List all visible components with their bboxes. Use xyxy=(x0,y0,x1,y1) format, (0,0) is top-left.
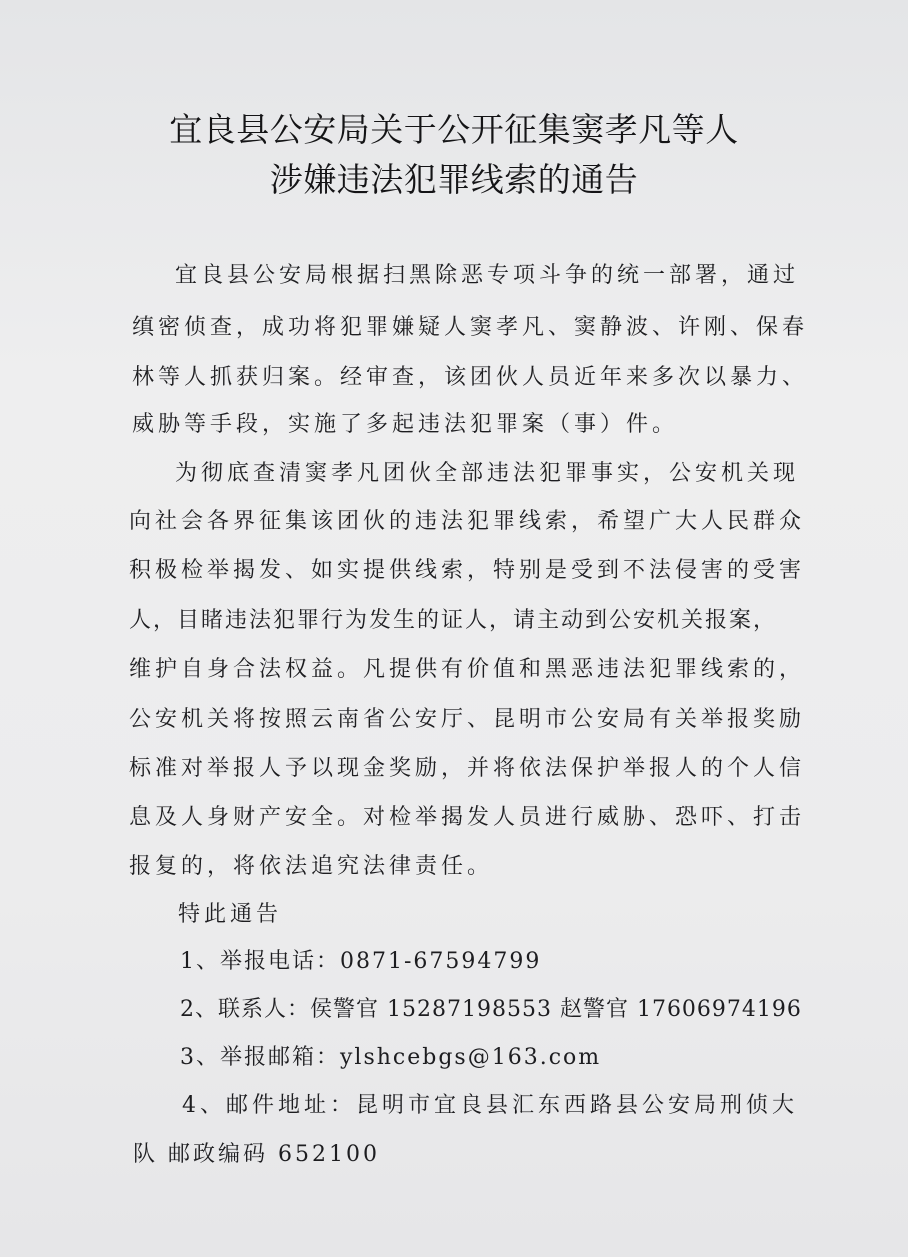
contact-item-email: 3、举报邮箱：ylshcebgs@163.com xyxy=(180,1045,602,1070)
paragraph-2-line: 为彻底查清窦孝凡团伙全部违法犯罪事实，公安机关现 xyxy=(175,461,800,486)
paragraph-2-line: 积极检举揭发、如实提供线索，特别是受到不法侵害的受害 xyxy=(129,558,806,583)
paragraph-2-line: 维护自身合法权益。凡提供有价值和黑恶违法犯罪线索的， xyxy=(129,657,806,682)
notice-title-line-2: 涉嫌违法犯罪线索的通告 xyxy=(269,160,639,199)
paragraph-2-line: 报复的，将依法追究法律责任。 xyxy=(129,854,494,879)
contact-item-phone: 1、举报电话：0871-67594799 xyxy=(180,949,542,974)
closing-text: 特此通告 xyxy=(178,902,283,927)
paragraph-2-line: 标准对举报人予以现金奖励，并将依法保护举报人的个人信 xyxy=(129,756,806,781)
contact-item-persons: 2、联系人：侯警官 15287198553 赵警官 17606974196 xyxy=(180,997,802,1022)
paragraph-2-line: 人，目睹违法犯罪行为发生的证人，请主动到公安机关报案， xyxy=(129,608,778,633)
notice-title-line-1: 宜良县公安局关于公开征集窦孝凡等人 xyxy=(169,110,739,149)
paragraph-2-line: 向社会各界征集该团伙的违法犯罪线索，希望广大人民群众 xyxy=(129,509,806,534)
contact-item-address: 4、邮件地址：昆明市宜良县汇东西路县公安局刑侦大 xyxy=(182,1093,798,1118)
paragraph-1-line: 威胁等手段，实施了多起违法犯罪案（事）件。 xyxy=(132,412,679,437)
paragraph-2-line: 息及人身财产安全。对检举揭发人员进行威胁、恐吓、打击 xyxy=(129,805,806,830)
contact-item-address-continued: 队 邮政编码 652100 xyxy=(133,1142,380,1167)
paragraph-1-line: 缜密侦查，成功将犯罪嫌疑人窦孝凡、窦静波、许刚、保春 xyxy=(132,315,809,340)
paragraph-1-line: 林等人抓获归案。经审查，该团伙人员近年来多次以暴力、 xyxy=(132,365,809,390)
paragraph-2-line: 公安机关将按照云南省公安厅、昆明市公安局有关举报奖励 xyxy=(129,707,806,732)
paragraph-1-line: 宜良县公安局根据扫黑除恶专项斗争的统一部署，通过 xyxy=(175,263,800,288)
